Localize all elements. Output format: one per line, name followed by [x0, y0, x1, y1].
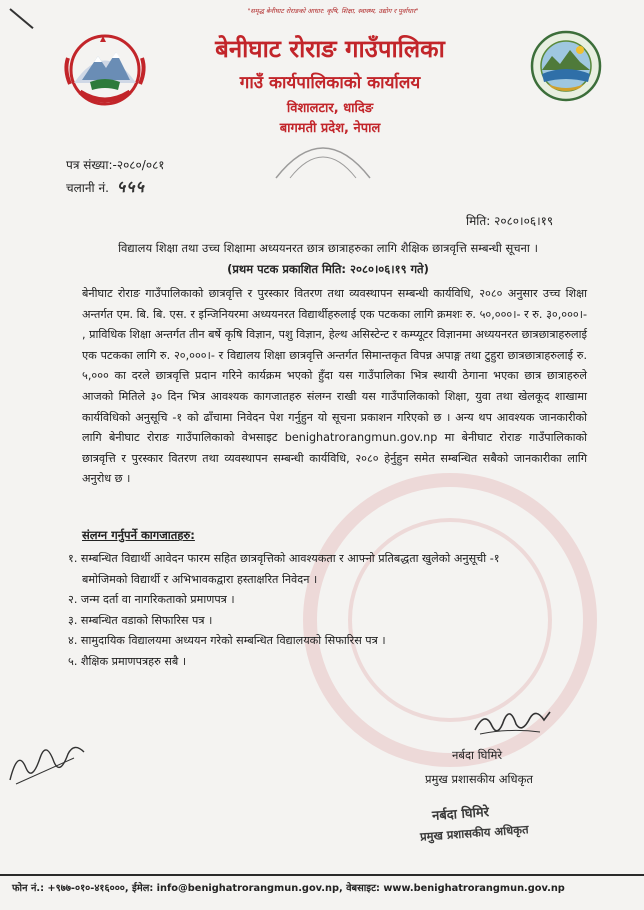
list-item: ५. शैक्षिक प्रमाणपत्रहरु सबै ।: [68, 654, 187, 668]
dispatch-number-label: चलानी नं.: [66, 181, 109, 195]
letter-date: मिति: २०८०।०६।१९: [466, 214, 554, 228]
motto: "समृद्ध बेनीघाट रोराङको आधार: कृषि, शिक्षा, स्वास्थ्य, उद्योग र पूर्वाधार": [247, 7, 419, 15]
letter-number: [66, 156, 165, 173]
list-item: १. सम्बन्धित विद्यार्थी आवेदन फारम सहित छात्रवृत्तिको आवश्यकता र आफ्नो प्रतिबद्धता खुलेको अनुसूची -१: [68, 552, 500, 565]
address-line-2: बागमती प्रदेश, नेपाल: [279, 121, 381, 136]
notice-body: बेनीघाट रोराङ गाउँपालिकाको छात्रवृत्ति र पुरस्कार वितरण तथा व्यवस्थापन सम्बन्धी कार्यविधि, २०८० अनुसार उच्च शिक्षा अन्तर्गत एम. बि. बि. एस. र इन्जिनियरमा अध्ययनरत विद्यार्थीहरुलाई एक पटकका लागि क्रमशः रु. ५०,०००।- र रु. ३०,०००।- , प्राविधिक शिक्षा अन्तर्गत तीन बर्षे कृषि विज्ञान, पशु विज्ञान, हेल्थ असिस्टेन्ट र कम्प्यूटर विज्ञानमा अध्ययनरत छात्रछात्राहरुलाई एक पटकका लागि रु. २०,०००।- र विद्यालय शिक्षा छात्रवृत्ति अन्तर्गत सिमान्तकृत विपन्न अपाङ्ग तथा टुहुरा छात्रछात्राहरुलाई रु. ५,००० का दरले छात्रवृत्ति प्रदान गरिने कार्यक्रम भएको हुँदा यस गाउँपालिका भित्र स्थायी ठेगाना भएका छात्र छात्राहरुले आजको मितिले ३० दिन भित्र आवश्यक कागजातहरु संलग्न राखी यस गाउँपालिकाको शिक्षा, युवा तथा खेलकूद शाखामा कार्यविधिको अनुसूचि -१ को ढाँचामा निवेदन पेश गर्नुहुन यो सूचना प्रकाशन गरिएको छ । अन्य थप आवश्यक जानकारीको लागि बेनीघाट रोराङ गाउँपालिकाको वेभसाइट benighatrorangmun.gov.np मा बेनीघाट रोराङ गाउँपालिकाको छात्रवृत्ति र पुरस्कार वितरण तथा व्यवस्थापन सम्बन्धी कार्यविधि, २०८० हेर्नुहुन समेत सम्बन्धित सबैको जानकारीका लागि अनुरोध छ ।: [82, 287, 587, 486]
municipality-logo-icon: [530, 30, 602, 102]
list-item: २. जन्म दर्ता वा नागरिकताको प्रमाणपत्र ।: [68, 593, 235, 607]
signer-name: नर्बदा घिमिरे: [452, 748, 503, 762]
initials-scribble: [4, 728, 94, 788]
attachments-heading: संलग्न गर्नुपर्ने कागजातहरु:: [82, 528, 195, 542]
list-item: बमोजिमको विद्यार्थी र अभिभावकद्वारा हस्ताक्षरित निवेदन ।: [82, 572, 318, 586]
letter-number-label: पत्र संख्या:-: [66, 158, 117, 172]
pen-mark: [9, 8, 33, 29]
list-item: ३. सम्बन्धित वडाको सिफारिस पत्र ।: [68, 613, 213, 627]
municipality-name: बेनीघाट रोराङ गाउँपालिका: [215, 34, 445, 63]
list-item: ४. सामुदायिक विद्यालयमा अध्ययन गरेको सम्बन्धित विद्यालयको सिफारिस पत्र ।: [68, 634, 386, 648]
attachments-list: [68, 549, 588, 673]
publication-date: (प्रथम पटक प्रकाशित मिति: २०८०।०६।१९ गते): [227, 262, 429, 276]
signature-scribble: [470, 700, 555, 740]
signature-stamp-title: प्रमुख प्रशासकीय अधिकृत: [419, 822, 529, 844]
footer-divider: [0, 874, 644, 876]
dispatch-number: [66, 175, 145, 197]
letter-number-value: २०८०/०८१: [116, 158, 165, 172]
footer-contact: फोन नं.: +९७७-०१०-४१६०००, ईमेल: info@benighatrorangmun.gov.np, वेबसाइट: www.benighatrorangmun.gov.np: [12, 883, 565, 894]
signer-title: प्रमुख प्रशासकीय अधिकृत: [425, 772, 533, 786]
signature-stamp-name: नर्बदा घिमिरे: [431, 805, 490, 824]
address-line-1: विशालटार, धादिङ: [286, 101, 374, 116]
office-stamp: [268, 128, 378, 183]
notice-subject: विद्यालय शिक्षा तथा उच्च शिक्षामा अध्ययनरत छात्र छात्राहरुका लागि शैक्षिक छात्रवृत्ति सम्बन्धी सूचना ।: [118, 241, 538, 255]
nepal-emblem-icon: [60, 28, 150, 108]
office-name: गाउँ कार्यपालिकाको कार्यालय: [239, 73, 421, 93]
dispatch-number-value: ५५५: [116, 177, 145, 196]
